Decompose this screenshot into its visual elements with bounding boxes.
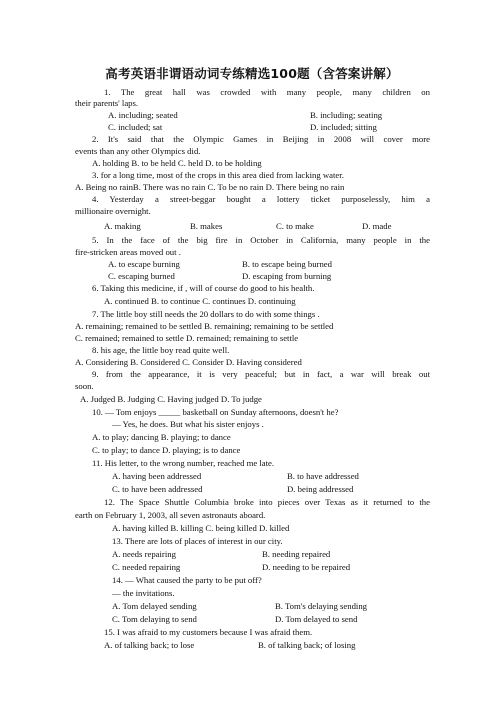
q15-option-a: A. of talking back; to lose xyxy=(104,640,195,650)
q4-line1: 4. Yesterday a street-beggar bought a lottery ticket purposelessly, him a xyxy=(92,194,430,204)
q11-option-a: A. having been addressed xyxy=(112,471,202,481)
q8-line1: 8. his age, the little boy read quite well. xyxy=(92,345,230,355)
q13-option-b: B. needing repaired xyxy=(262,549,331,559)
document-title: 高考英语非谓语动词专练精选100题（含答案讲解） xyxy=(105,66,399,81)
q6-line1: 6. Taking this medicine, if , will of course do good to his health. xyxy=(92,283,315,293)
q6-options: A. continued B. to continue C. continues D. continuing xyxy=(104,296,296,306)
q7-options-ab: A. remaining; remained to be settled B. remaining; remaining to be settled xyxy=(75,321,334,331)
q5-line1: 5. In the face of the big fire in October in California, many people in the xyxy=(92,235,430,245)
q12-line2: earth on February 1, 2003, all seven astronauts aboard. xyxy=(75,510,266,520)
q10-line1: 10. — Tom enjoys _____ basketball on Sunday afternoons, doesn't he? xyxy=(92,407,339,417)
q5-option-d: D. escaping from burning xyxy=(242,271,332,281)
q1-line1: 1. The great hall was crowded with many people, many children on xyxy=(104,87,430,97)
q1-option-d: D. included; sitting xyxy=(310,122,377,132)
q15-option-b: B. of talking back; of losing xyxy=(258,640,356,650)
q4-line2: millionaire overnight. xyxy=(75,206,151,216)
q11-option-d: D. being addressed xyxy=(287,484,354,494)
q10-options-cd: C. to play; to dance D. playing; is to dance xyxy=(92,445,241,455)
q4-option-b: B. makes xyxy=(190,221,223,231)
q3-options: A. Being no rainB. There was no rain C. To be no rain D. There being no rain xyxy=(75,182,345,192)
q1-option-b: B. including; seating xyxy=(310,110,383,120)
q1-line2: their parents' laps. xyxy=(75,98,139,108)
q10-options-ab: A. to play; dancing B. playing; to dance xyxy=(92,432,231,442)
q7-options-cd: C. remained; remained to settle D. remained; remaining to settle xyxy=(75,333,299,343)
q2-line1: 2. It's said that the Olympic Games in Beijing in 2008 will cover more xyxy=(92,134,430,144)
q11-option-b: B. to have addressed xyxy=(287,471,359,481)
q9-line1: 9. from the appearance, it is very peaceful; but in fact, a war will break out xyxy=(92,369,430,379)
q2-line2: events than any other Olympics did. xyxy=(75,146,201,156)
q14-line1: 14. — What caused the party to be put off? xyxy=(112,575,262,585)
q1-option-c: C. included; sat xyxy=(108,122,163,132)
q3-line1: 3. for a long time, most of the crops in this area died from lacking water. xyxy=(92,170,344,180)
q13-option-c: C. needed repairing xyxy=(112,562,181,572)
q14-option-c: C. Tom delaying to send xyxy=(112,614,197,624)
q12-line1: 12. The Space Shuttle Columbia broke into pieces over Texas as it returned to the xyxy=(104,497,430,507)
q11-option-c: C. to have been addressed xyxy=(112,484,203,494)
q4-option-c: C. to make xyxy=(276,221,314,231)
q14-option-d: D. Tom delayed to send xyxy=(275,614,358,624)
q4-option-a: A. making xyxy=(104,221,141,231)
q11-line1: 11. His letter, to the wrong number, reached me late. xyxy=(92,458,275,468)
q2-options: A. holding B. to be held C. held D. to be holding xyxy=(92,158,262,168)
q7-line1: 7. The little boy still needs the 20 dollars to do with some things . xyxy=(92,309,320,319)
q12-options: A. having killed B. killing C. being killed D. killed xyxy=(112,523,290,533)
q13-line1: 13. There are lots of places of interest in our city. xyxy=(112,536,283,546)
q14-option-b: B. Tom's delaying sending xyxy=(275,601,368,611)
q10-line2: — Yes, he does. But what his sister enjoys . xyxy=(112,419,264,429)
q13-option-d: D. needing to be repaired xyxy=(262,562,351,572)
q15-line1: 15. I was afraid to my customers because I was afraid them. xyxy=(104,627,313,637)
q8-options: A. Considering B. Considered C. Consider D. Having considered xyxy=(75,357,302,367)
q5-line2: fire-stricken areas moved out . xyxy=(75,247,181,257)
q13-option-a: A. needs repairing xyxy=(112,549,176,559)
q5-option-b: B. to escape being burned xyxy=(242,259,332,269)
q14-option-a: A. Tom delayed sending xyxy=(112,601,197,611)
q1-option-a: A. including; seated xyxy=(108,110,178,120)
q14-line2: — the invitations. xyxy=(112,588,175,598)
q9-options: A. Judged B. Judging C. Having judged D. To judge xyxy=(80,394,262,404)
q9-line2: soon. xyxy=(75,381,94,391)
q4-option-d: D. made xyxy=(362,221,392,231)
q5-option-c: C. escaping burned xyxy=(108,271,175,281)
q5-option-a: A. to escape burning xyxy=(108,259,180,269)
